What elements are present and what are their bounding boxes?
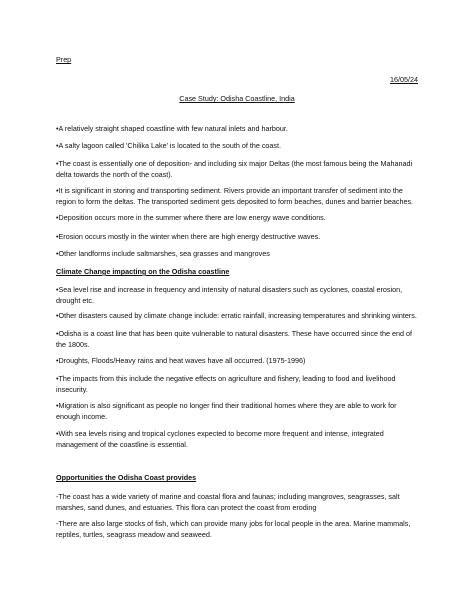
- section-heading-climate-change: Climate Change impacting on the Odisha coastline: [56, 267, 230, 276]
- paragraph: •Other landforms include saltmarshes, sea grasses and mangroves: [56, 249, 270, 258]
- document-title: Case Study: Odisha Coastline, India: [179, 94, 295, 103]
- paragraph: •A salty lagoon called 'Chilika Lake' is located to the south of the coast.: [56, 141, 282, 150]
- paragraph: •Sea level rise and increase in frequency and intensity of natural disasters such as cyclones, coastal erosion, drought etc.: [56, 285, 403, 305]
- paragraph: -There are also large stocks of fish, which can provide many jobs for local people in the area. Marine mammals, reptiles, turtles, seagrass meadow and seaweed.: [56, 519, 411, 539]
- paragraph: •It is significant in storing and transporting sediment. Rivers provide an important transfer of sediment into the region to form the deltas. The transported sediment gets deposited to form beaches, dunes and barrier beaches.: [56, 186, 414, 206]
- paragraph: •The impacts from this include the negative effects on agriculture and fishery, leading to food and livelihood insecurity.: [56, 374, 396, 394]
- paragraph: •The coast is essentially one of deposition- and including six major Deltas (the most famous being the Mahanadi delta towards the north of the coast).: [56, 159, 413, 179]
- paragraph: -The coast has a wide variety of marine and coastal flora and faunas; including mangroves, seagrasses, salt marshes, sand dunes, and estuaries. This flora can protect the coast from eroding: [56, 492, 400, 512]
- section-heading-opportunities: Opportunities the Odisha Coast provides: [56, 473, 197, 482]
- paragraph: •Odisha is a coast line that has been quite vulnerable to natural disasters. These have occurred since the end of the 1800s.: [56, 329, 412, 349]
- document-date: 16/05/24: [390, 75, 418, 84]
- paragraph: •Deposition occurs more in the summer where there are low energy wave conditions.: [56, 213, 326, 222]
- paragraph: •Droughts, Floods/Heavy rains and heat waves have all occurred. (1975-1996): [56, 356, 306, 365]
- paragraph: •Migration is also significant as people no longer find their traditional homes where they are able to work for enough income.: [56, 401, 397, 421]
- paragraph: •Erosion occurs mostly in the winter when there are high energy destructive waves.: [56, 232, 321, 241]
- prep-label: Prep: [56, 55, 72, 64]
- paragraph: •With sea levels rising and tropical cyclones expected to become more frequent and intense, integrated management of the coastline is essential.: [56, 429, 384, 449]
- paragraph: •Other disasters caused by climate change include: erratic rainfall, increasing temperatures and shrinking winters.: [56, 311, 417, 320]
- paragraph: •A relatively straight shaped coastline with few natural inlets and harbour.: [56, 124, 288, 133]
